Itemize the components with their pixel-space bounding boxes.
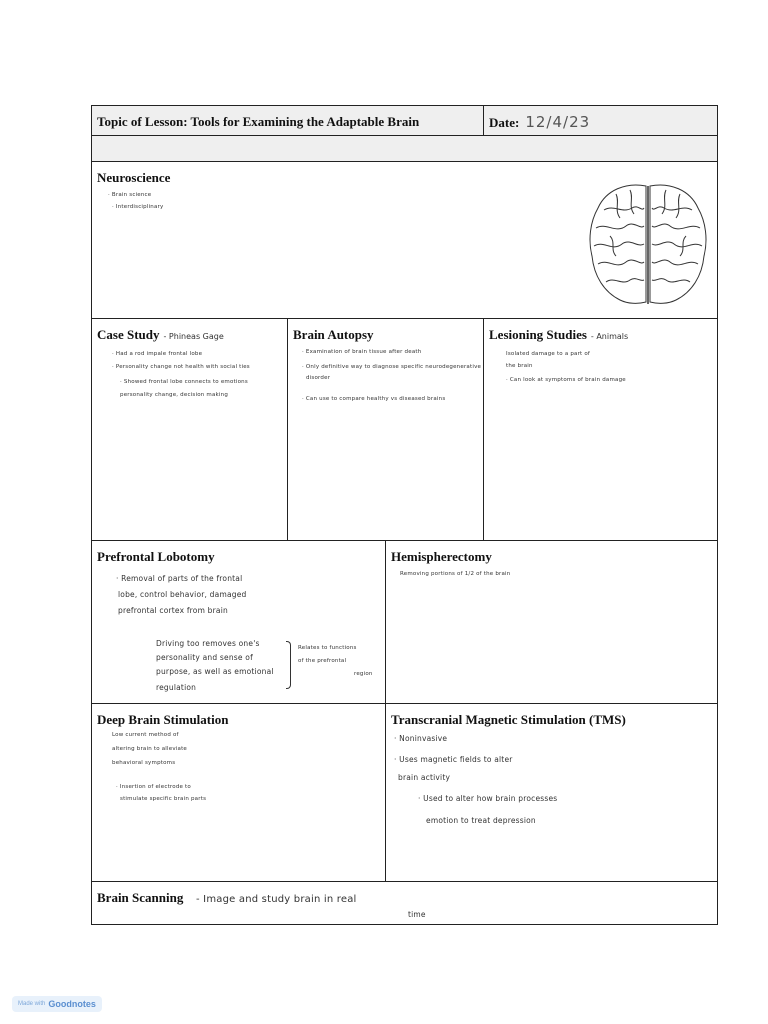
tms-note-5: emotion to treat depression	[426, 816, 536, 825]
date-field	[489, 113, 590, 131]
lesioning-note-1: Isolated damage to a part of	[506, 351, 591, 357]
lesioning-title	[489, 327, 628, 343]
topic-label: Topic of Lesson: Tools for Examining the Adaptable Brain	[97, 114, 420, 129]
lesioning-note-3: · Can look at symptoms of brain damage	[506, 377, 626, 383]
lobotomy-title: Prefrontal Lobotomy	[97, 549, 215, 564]
case-study-label: Case Study	[97, 327, 160, 342]
lobotomy-note-6: purpose, as well as emotional	[156, 667, 274, 676]
hemispherectomy-title: Hemispherectomy	[391, 549, 492, 564]
brain-autopsy-note-2: · Only definitive way to diagnose specific neurodegenerative	[302, 364, 482, 370]
case-study-note-2: · Personality change not health with social ties	[112, 364, 250, 370]
case-study-note-1: · Had a rod impale frontal lobe	[112, 351, 203, 357]
lesioning-cell	[483, 319, 717, 540]
brain-autopsy-note-4: · Can use to compare healthy vs diseased brains	[302, 396, 446, 402]
hemispherectomy-note-1: Removing portions of 1/2 of the brain	[400, 571, 511, 577]
made-with-label: Made with	[18, 1001, 46, 1007]
neuroscience-note-2: · Interdisciplinary	[112, 204, 164, 210]
scanning-title: Brain Scanning	[97, 890, 184, 905]
tms-note-4: · Used to alter how brain processes	[418, 794, 558, 803]
brace-mark	[286, 641, 291, 689]
lobotomy-side-note-3: region	[354, 671, 373, 677]
lesioning-note-2: the brain	[506, 363, 533, 369]
studies-row	[92, 319, 717, 541]
topic-cell	[92, 106, 483, 135]
neuroscience-row	[92, 162, 717, 319]
scanning-row	[92, 882, 717, 923]
brain-autopsy-note-1: · Examination of brain tissue after death	[302, 349, 422, 355]
dbs-note-2: altering brain to alleviate	[112, 746, 188, 752]
dbs-title: Deep Brain Stimulation	[97, 712, 229, 727]
case-study-subtitle: - Phineas Gage	[163, 332, 224, 341]
tms-note-2: · Uses magnetic fields to alter	[394, 755, 513, 764]
hemispherectomy-cell	[385, 541, 717, 703]
lesioning-subtitle: - Animals	[590, 332, 629, 341]
brain-autopsy-title: Brain Autopsy	[293, 327, 374, 342]
subheader-row	[92, 136, 717, 162]
neuroscience-title: Neuroscience	[97, 170, 171, 185]
lesioning-label: Lesioning Studies	[489, 327, 587, 342]
lobotomy-note-4: Driving too removes one's	[156, 639, 260, 648]
brain-illustration	[586, 180, 710, 308]
neuroscience-note-1: · Brain science	[108, 192, 152, 198]
goodnotes-badge	[12, 996, 102, 1012]
dbs-note-1: Low current method of	[112, 732, 179, 738]
procedures-row	[92, 541, 717, 704]
brain-autopsy-cell	[287, 319, 483, 540]
header-row	[92, 106, 717, 136]
brain-autopsy-note-3: disorder	[306, 375, 331, 381]
date-label: Date:	[489, 115, 520, 130]
case-study-note-3: · Showed frontal lobe connects to emotions	[120, 379, 248, 385]
dbs-note-3: behavioral symptoms	[112, 760, 176, 766]
tms-title: Transcranial Magnetic Stimulation (TMS)	[391, 712, 626, 727]
lobotomy-note-3: prefrontal cortex from brain	[118, 606, 228, 615]
dbs-note-5: stimulate specific brain parts	[120, 796, 207, 802]
scanning-note-2: time	[408, 910, 426, 919]
dbs-note-4: · Insertion of electrode to	[116, 784, 191, 790]
tms-note-1: · Noninvasive	[394, 734, 448, 743]
date-cell	[483, 106, 717, 135]
case-study-cell	[92, 319, 287, 540]
tms-note-3: brain activity	[398, 773, 451, 782]
scanning-note-1: - Image and study brain in real	[196, 894, 357, 905]
case-study-title	[97, 327, 224, 343]
case-study-note-4: personality change, decision making	[120, 392, 229, 398]
tms-cell	[385, 704, 717, 881]
goodnotes-brand: Goodnotes	[48, 999, 96, 1009]
lobotomy-note-5: personality and sense of	[156, 653, 253, 662]
lobotomy-note-1: · Removal of parts of the frontal	[116, 574, 243, 583]
lobotomy-note-7: regulation	[156, 683, 197, 692]
lobotomy-cell	[92, 541, 385, 703]
date-value: 12/4/23	[525, 113, 591, 131]
cornell-notes-sheet	[91, 105, 718, 925]
lobotomy-note-2: lobe, control behavior, damaged	[118, 590, 247, 599]
stimulation-row	[92, 704, 717, 882]
lobotomy-side-note-1: Relates to functions	[298, 645, 357, 651]
lobotomy-side-note-2: of the prefrontal	[298, 658, 347, 664]
dbs-cell	[92, 704, 385, 881]
